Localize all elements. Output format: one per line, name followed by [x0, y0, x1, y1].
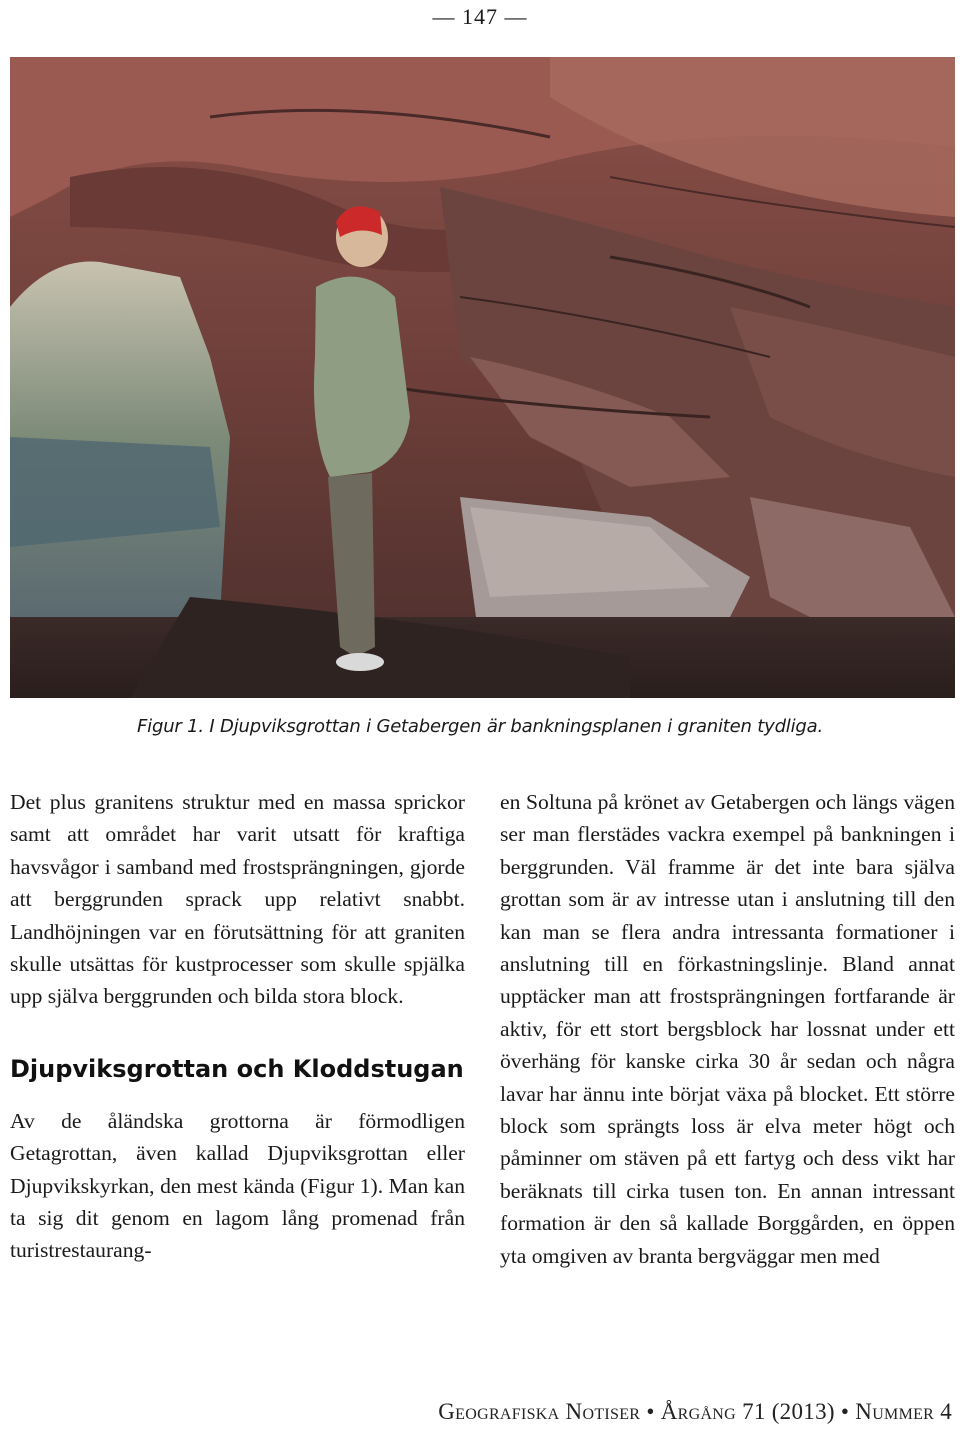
- left-column: [10, 786, 465, 1267]
- figure-caption: Figur 1. I Djupviksgrottan i Getabergen är bankningsplanen i graniten tydliga.: [137, 716, 823, 737]
- section-heading: Djupviksgrottan och Kloddstugan: [10, 1054, 464, 1083]
- journal-footer: Geografiska Notiser • Årgång 71 (2013) • Nummer 4: [438, 1399, 952, 1424]
- cave-photo: [10, 57, 955, 698]
- body-paragraph: Det plus granitens struktur med en massa sprickor samt att området har varit utsatt för kraftiga havsvågor i samband med frostsprängningen, gjorde att berggrunden sprack upp relativt snabbt. Landhöjningen var en förutsättning för att graniten skulle utsättas för kustprocesser som skulle spjälka upp själva berggrunden och bilda stora block.: [10, 790, 465, 1009]
- page-number: — 147 —: [432, 4, 528, 29]
- right-column: [500, 786, 955, 1272]
- body-paragraph: en Soltuna på krönet av Getabergen och längs vägen ser man flerstädes vackra exempel på bankningen i berggrunden. Väl framme är det inte bara själva grottan som är av intresse utan i anslutning till den kan man se flera andra intressanta formationer i anslutning till en förkastningslinje. Bland annat upptäcker man att frostsprängningen fortfarande är aktiv, för ett stort bergsblock har lossnat under ett överhäng för kanske cirka 30 år sedan och några lavar har ännu inte börjat växa på blocket. Ett större block som sprängts loss är elva meter högt och påminner om stäven på ett fartyg och dess vikt har beräknats till cirka tusen ton. En annan intressant formation är den så kallade Borggården, en öppen yta omgiven av branta bergväggar men med: [500, 790, 955, 1268]
- body-paragraph: Av de åländska grottorna är förmodligen Getagrottan, även kallad Djupviksgrottan eller Djupvikskyrkan, den mest kända (Figur 1). Man kan ta sig dit genom en lagom lång promenad från turistrestaurang-: [10, 1108, 465, 1263]
